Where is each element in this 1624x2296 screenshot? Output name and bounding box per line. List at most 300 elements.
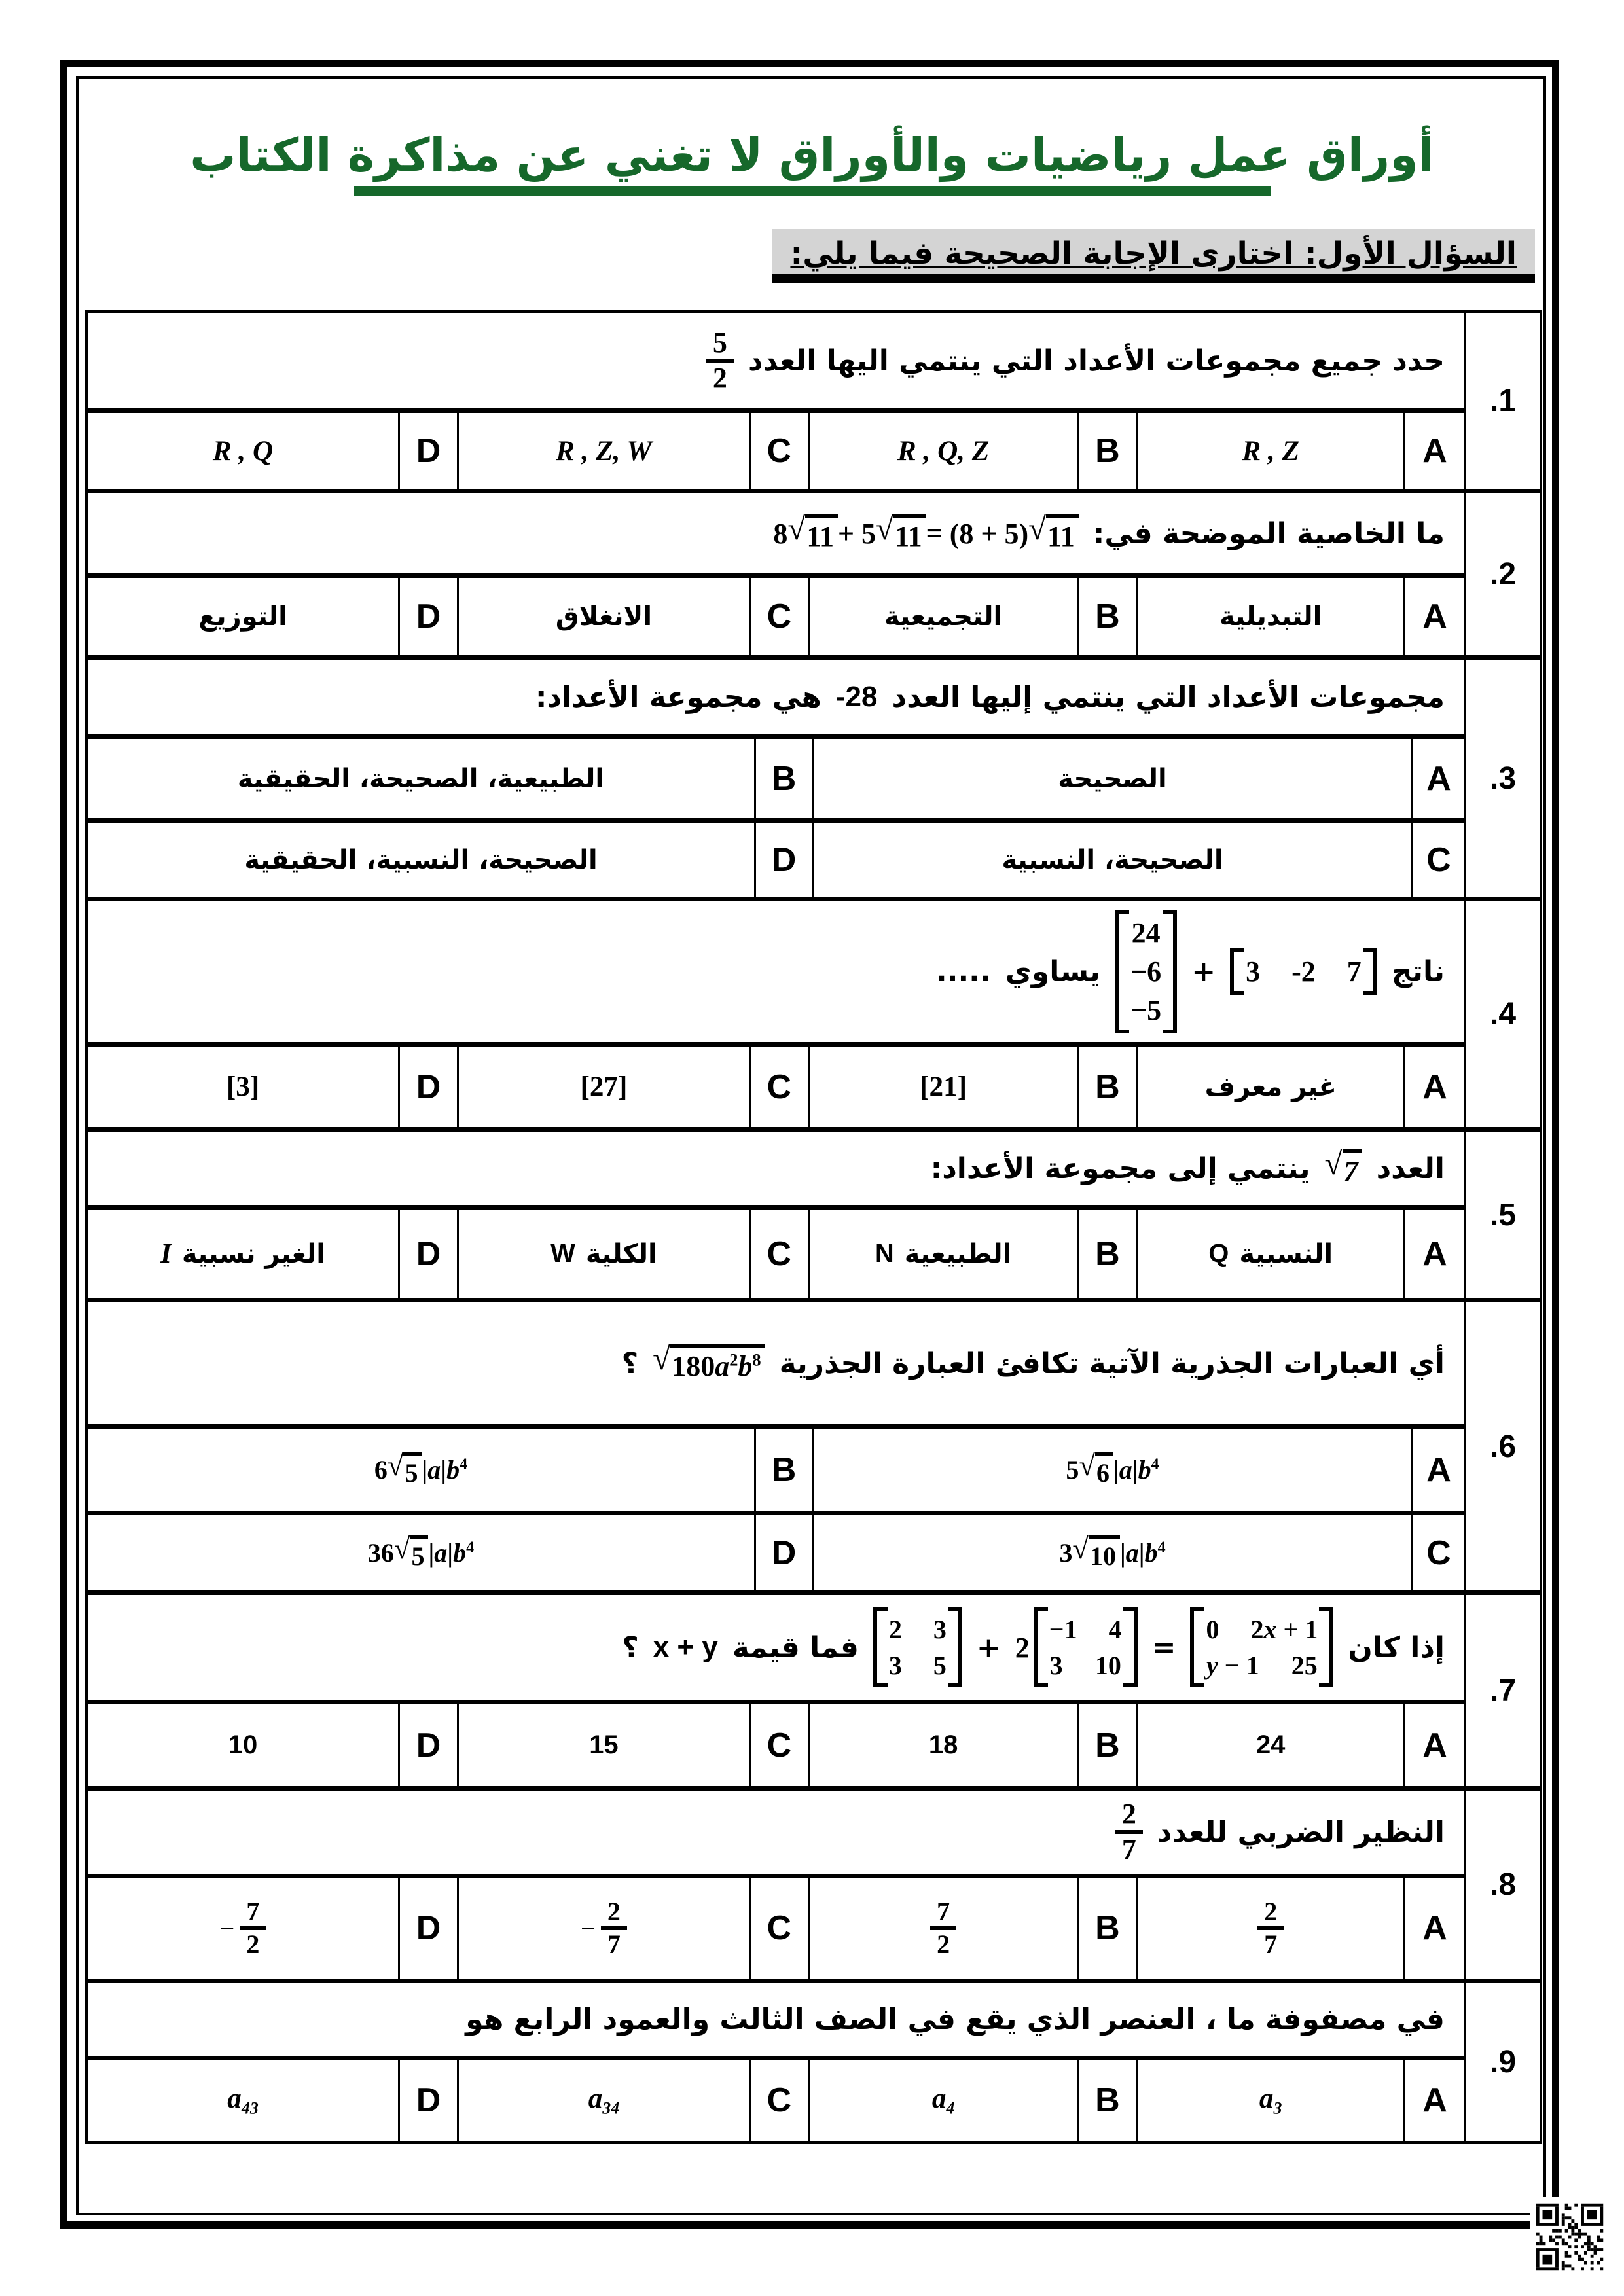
matrix-entry: 2 [888,1615,902,1644]
matrix-entry: y − 1 [1206,1651,1259,1680]
option-letter-label: C [767,1234,792,1273]
option-q6-D[interactable] [88,1515,756,1590]
question-number [1464,901,1540,1127]
arabic-text: إذا كان [1348,1630,1445,1664]
fraction [601,1897,627,1959]
radical-expression [1079,1448,1113,1488]
answers-row [88,413,1464,489]
matrix-row [1206,1614,1318,1645]
option-letter-q4-B[interactable] [1079,1047,1138,1127]
option-letter-label: A [1426,1450,1451,1489]
option-q4-C[interactable] [459,1047,751,1127]
option-letter-q8-A[interactable] [1405,1878,1464,1979]
option-letter-q3-B[interactable] [756,739,814,818]
matrix-group [1190,1607,1333,1687]
answers-row [88,2060,1464,2141]
title-underline [354,186,1271,196]
option-letter-q1-C[interactable] [751,413,810,489]
matrix-entry: −5 [1130,994,1162,1026]
option-letter-q9-D[interactable] [400,2060,459,2141]
option-letter-q1-A[interactable] [1405,413,1464,489]
option-letter-q5-C[interactable] [751,1210,810,1298]
radical-expression [653,1340,765,1383]
option-q5-A[interactable] [1138,1210,1405,1298]
question-number [1464,660,1540,897]
radicand: 11 [1046,514,1079,553]
qr-code [1530,2197,1610,2277]
option-letter-q2-D[interactable] [400,578,459,655]
question-stem-q3 [88,660,1464,739]
option-letter-label: C [767,598,792,636]
text: ؟ [622,1630,639,1664]
math-text: [21] [920,1071,967,1102]
arabic-text: أي العبارات الجذرية الآتية تكافئ العبارة الجذرية [779,1346,1445,1380]
subscripted-symbol: $a_3$ [1259,2083,1282,2118]
question-number-label: .9 [1489,2044,1517,2079]
option-letter-label: C [767,1067,792,1106]
option-letter-q6-B[interactable] [756,1429,814,1511]
question-number-label: .6 [1489,1429,1517,1464]
page-title [0,128,1624,196]
option-letter-label: C [1426,840,1451,879]
fraction-denominator: 7 [1257,1926,1284,1959]
option-letter-q2-A[interactable] [1405,578,1464,655]
option-letter-label: D [416,1909,441,1948]
option-letter-label: A [1422,1234,1447,1273]
math-italic-text: R , Q, Z [897,435,990,467]
radical-expression [1028,511,1079,553]
option-letter-q8-C[interactable] [751,1878,810,1979]
option-letter-label: C [767,432,792,470]
option-letter-label: B [771,759,797,798]
set-symbol: Q [1208,1239,1229,1268]
radical-sign-icon: √ [876,511,894,547]
option-letter-q3-D[interactable] [756,823,814,897]
radical-expression [787,511,838,553]
radicand: 7 [1343,1149,1362,1188]
set-symbol: N [875,1239,894,1268]
option-letter-q9-B[interactable] [1079,2060,1138,2141]
question-row [88,1590,1540,1786]
option-letter-label: D [416,1726,441,1765]
fraction [706,327,734,395]
text: + [1191,955,1216,988]
option-q5-D[interactable] [88,1210,400,1298]
arabic-text: الصحيحة، النسبية [1001,844,1223,875]
question-number-label: .3 [1489,761,1517,796]
math-term: 5 [1066,1455,1079,1484]
option-letter-label: B [1095,1067,1120,1106]
math-sequence [1066,1448,1159,1488]
matrix-entry: 4 [1108,1615,1122,1644]
option-letter-q2-B[interactable] [1079,578,1138,655]
option-letter-q5-D[interactable] [400,1210,459,1298]
matrix [1190,1607,1333,1687]
arabic-text: الطبيعية [904,1238,1012,1269]
answers-row [88,1210,1464,1298]
matrix-row [1246,955,1362,988]
matrix-entry: 24 [1131,917,1161,949]
option-letter-q7-B[interactable] [1079,1704,1138,1786]
arabic-text: التجميعية [884,601,1003,632]
math-sequence [1059,1532,1166,1571]
option-letter-label: A [1422,598,1447,636]
matrix-entry: −6 [1130,956,1162,988]
matrix-row [889,1614,947,1645]
question-number-label: .1 [1489,384,1517,418]
question-row [88,1979,1540,2141]
arabic-text: هي مجموعة الأعداد: [535,680,821,714]
page-title-text: أوراق عمل رياضيات والأوراق لا تغني عن مذاكرة الكتاب [190,128,1434,182]
option-q4-D[interactable] [88,1047,400,1127]
option-q8-C[interactable] [459,1878,751,1979]
option-letter-q4-A[interactable] [1405,1047,1464,1127]
option-q3-D[interactable] [88,823,756,897]
question-row [88,897,1540,1127]
minus-sign: − [581,1913,596,1943]
fraction-numerator: 7 [937,1897,950,1927]
math-term: 8 [773,517,788,550]
option-letter-label: B [1095,1234,1120,1273]
math-italic-text: I [160,1238,171,1269]
answers-row [88,818,1464,897]
radical-sign-icon: √ [1028,511,1047,547]
subscripted-symbol: $a_{34}$ [588,2083,620,2118]
option-letter-q9-A[interactable] [1405,2060,1464,2141]
radicand: $180a^2b^8$ [670,1344,765,1383]
question-number-label: .4 [1489,997,1517,1031]
math-term: 3 [1059,1538,1073,1568]
option-q1-A[interactable] [1138,413,1405,489]
option-letter-q6-A[interactable] [1413,1429,1464,1511]
question-number [1464,1302,1540,1590]
matrix-row [1049,1614,1122,1645]
fraction-numerator: 5 [712,326,727,359]
row-vector [1230,948,1377,995]
math-term: 36 [367,1538,394,1568]
question-number-label: .5 [1489,1197,1517,1232]
option-q9-B[interactable] [810,2060,1079,2141]
radicand: 10 [1089,1535,1120,1571]
option-letter-label: A [1422,1726,1447,1765]
arabic-text: فما قيمة [732,1630,859,1664]
option-q2-D[interactable] [88,578,400,655]
question-body [88,901,1464,1127]
option-q9-D[interactable] [88,2060,400,2141]
subscripted-symbol: $a_4$ [931,2083,955,2118]
math-term: 6 [374,1455,388,1484]
radical-sign-icon: √ [787,511,806,547]
matrix-entry: 3 [933,1615,947,1644]
matrix-row [1130,955,1161,988]
option-letter-label: B [1095,1726,1120,1765]
ltr-text: x + y [653,1631,718,1663]
radicand: 5 [403,1452,422,1488]
radical-sign-icon: √ [393,1532,410,1565]
option-q5-B[interactable] [810,1210,1079,1298]
matrix-entry: 25 [1291,1651,1318,1680]
option-letter-q4-C[interactable] [751,1047,810,1127]
matrix-entry: 3 [888,1651,902,1680]
math-term: $|a|b^4$ [1113,1455,1159,1484]
arabic-text: يساوي [1005,955,1101,988]
option-letter-q4-D[interactable] [400,1047,459,1127]
option-letter-label: B [771,1450,797,1489]
answers-row [88,578,1464,655]
question-stem-q5 [88,1132,1464,1210]
arabic-text: النسبية [1239,1238,1333,1269]
question-row [88,1298,1540,1590]
question-body [88,493,1464,655]
questions-table [85,310,1542,2144]
option-q5-C[interactable] [459,1210,751,1298]
matrix-entry: 3 [1049,1651,1063,1680]
option-letter-q5-B[interactable] [1079,1210,1138,1298]
option-letter-label: D [771,1534,797,1572]
radicand: 6 [1095,1452,1113,1488]
matrix-row [889,1650,947,1681]
option-q6-C[interactable] [814,1515,1413,1590]
answers-row [88,1429,1464,1511]
arabic-text: التوزيع [198,601,287,632]
option-letter-label: B [1095,1909,1120,1948]
option-letter-label: B [1095,432,1120,470]
option-letter-label: A [1422,1067,1447,1106]
option-letter-q7-C[interactable] [751,1704,810,1786]
matrix-coefficient: 2 [1015,1631,1030,1664]
section-heading-text: السؤال الأول: اختارى الإجابة الصحيحة فيما يلي: [790,236,1517,272]
option-q7-D[interactable] [88,1704,400,1786]
option-q4-A[interactable] [1138,1047,1405,1127]
option-letter-q9-C[interactable] [751,2060,810,2141]
fraction [1257,1897,1284,1959]
question-row [88,1127,1540,1298]
answers-row [88,1511,1464,1590]
question-row [88,1786,1540,1979]
matrix [873,1607,962,1687]
arabic-text: حدد جميع مجموعات الأعداد التي ينتمي اليها العدد [748,344,1445,378]
option-letter-q7-D[interactable] [400,1704,459,1786]
radical-sign-icon: √ [1072,1532,1089,1565]
negative-fraction [220,1897,266,1959]
option-letter-q6-D[interactable] [756,1515,814,1590]
question-row [88,489,1540,655]
option-letter-label: A [1426,759,1451,798]
option-letter-label: D [416,598,441,636]
math-text: [27] [580,1071,628,1102]
option-q8-A[interactable] [1138,1878,1405,1979]
option-q7-A[interactable] [1138,1704,1405,1786]
arabic-text: ما الخاصية الموضحة في: [1092,516,1445,550]
question-number [1464,1983,1540,2141]
option-q2-A[interactable] [1138,578,1405,655]
option-letter-label: C [767,1726,792,1765]
arabic-text: الغير نسبية [181,1238,325,1269]
option-letter-q8-B[interactable] [1079,1878,1138,1979]
option-q1-C[interactable] [459,413,751,489]
matrix-entry: 0 [1206,1615,1219,1644]
fraction-numerator: 2 [1121,1798,1136,1830]
option-letter-label: D [416,1067,441,1106]
answers-row [88,1878,1464,1979]
question-row [88,655,1540,897]
question-stem-q1 [88,313,1464,413]
option-letter-q3-C[interactable] [1413,823,1464,897]
text: ؟ [621,1346,639,1380]
arabic-text: الانغلاق [555,601,653,632]
arabic-text: غير معرف [1204,1071,1337,1102]
question-stem-q4 [88,901,1464,1047]
question-number-label: .7 [1489,1673,1517,1708]
option-q8-B[interactable] [810,1878,1079,1979]
math-term: $|a|b^4$ [1119,1538,1166,1568]
option-letter-label: A [1422,1909,1447,1948]
option-q1-B[interactable] [810,413,1079,489]
ltr-text: 24 [1255,1731,1286,1759]
fraction [930,1897,956,1959]
fraction [240,1897,266,1959]
radical-expression [393,1532,429,1571]
question-stem-q9 [88,1983,1464,2060]
question-stem-q8 [88,1791,1464,1878]
math-term: + 5 [837,517,876,550]
arabic-text: مجموعات الأعداد التي ينتمي إليها العدد [892,680,1445,714]
question-number [1464,1595,1540,1786]
math-sequence [1324,1145,1362,1188]
option-letter-q7-A[interactable] [1405,1704,1464,1786]
option-letter-q8-D[interactable] [400,1878,459,1979]
matrix-row [1130,994,1161,1027]
option-q9-C[interactable] [459,2060,751,2141]
text: + [976,1630,1001,1664]
arabic-text: الصحيحة [1058,763,1167,794]
radical-sign-icon: √ [1079,1448,1095,1482]
math-term: $|a|b^4$ [428,1538,475,1568]
question-body [88,1983,1464,2141]
option-letter-q1-D[interactable] [400,413,459,489]
radical-expression [1324,1145,1362,1188]
question-number [1464,493,1540,655]
math-italic-text: R , Q [212,435,274,467]
arabic-text: ينتمي إلى مجموعة الأعداد: [930,1151,1310,1185]
question-number [1464,1132,1540,1298]
option-letter-label: C [767,2081,792,2120]
matrix-row [1206,1650,1318,1681]
option-q7-C[interactable] [459,1704,751,1786]
option-letter-label: D [416,432,441,470]
fraction-numerator: 2 [1264,1897,1278,1927]
matrix-entry: −1 [1049,1615,1077,1644]
matrix-group [1015,1607,1138,1687]
math-italic-text: R , Z, W [556,435,652,467]
option-letter-label: D [416,2081,441,2120]
option-q2-B[interactable] [810,578,1079,655]
option-q2-C[interactable] [459,578,751,655]
option-q6-A[interactable] [814,1429,1413,1511]
text: = [1151,1630,1176,1664]
matrix-row [1130,916,1161,950]
option-q9-A[interactable] [1138,2060,1405,2141]
question-stem-q6 [88,1302,1464,1429]
option-q6-B[interactable] [88,1429,756,1511]
radical-sign-icon: √ [653,1340,671,1376]
fraction-denominator: 2 [930,1926,956,1959]
radicand: 11 [893,514,926,553]
question-body [88,1132,1464,1298]
question-stem-q2 [88,493,1464,578]
question-body [88,1595,1464,1786]
arabic-text: التبديلية [1219,601,1322,632]
radical-expression [387,1448,422,1488]
option-letter-q3-A[interactable] [1413,739,1464,818]
math-sequence [374,1448,468,1488]
question-stem-q7 [88,1595,1464,1704]
math-term: = (8 + 5) [926,517,1029,550]
answers-row [88,1704,1464,1786]
arabic-text: الكلية [585,1238,657,1269]
option-letter-label: C [767,1909,792,1948]
option-letter-label: D [771,840,797,879]
arabic-text: العدد [1376,1151,1445,1185]
arabic-text: الصحيحة، النسبية، الحقيقية [244,844,598,875]
matrix-entry: -2 [1291,956,1316,988]
question-body [88,313,1464,489]
question-number-label: .8 [1489,1867,1517,1902]
negative-fraction [581,1897,627,1959]
option-letter-label: B [1095,2081,1120,2120]
question-body [88,1791,1464,1979]
matrix-entry: 7 [1346,956,1362,988]
ltr-text: 10 [228,1731,258,1759]
radical-sign-icon: √ [387,1448,404,1482]
radical-sign-icon: √ [1324,1145,1343,1181]
question-number [1464,313,1540,489]
option-letter-q1-B[interactable] [1079,413,1138,489]
option-letter-q2-C[interactable] [751,578,810,655]
math-sequence [367,1532,475,1571]
option-q3-A[interactable] [814,739,1413,818]
option-q1-D[interactable] [88,413,400,489]
matrix-group [873,1607,962,1687]
math-italic-text: R , Z [1242,435,1299,467]
question-number [1464,1791,1540,1979]
text: ..... [936,955,991,988]
arabic-text: ناتج [1391,955,1445,988]
ltr-text: 18 [928,1731,958,1759]
option-q4-B[interactable] [810,1047,1079,1127]
section-heading [772,229,1535,283]
fraction-denominator: 7 [1115,1830,1143,1865]
ltr-text: -28 [835,681,878,713]
option-q3-C[interactable] [814,823,1413,897]
option-q7-B[interactable] [810,1704,1079,1786]
option-letter-q6-C[interactable] [1413,1515,1464,1590]
option-letter-q5-A[interactable] [1405,1210,1464,1298]
matrix-entry: 2x + 1 [1250,1615,1318,1644]
radical-expression [1072,1532,1120,1571]
subscripted-symbol: $a_{43}$ [227,2083,259,2118]
option-q8-D[interactable] [88,1878,400,1979]
option-q3-B[interactable] [88,739,756,818]
column-vector [1115,910,1177,1033]
fraction-numerator: 7 [246,1897,260,1927]
option-letter-label: A [1422,432,1447,470]
arabic-text: النظير الضربي للعدد [1157,1815,1445,1849]
answers-row [88,739,1464,818]
fraction-numerator: 2 [607,1897,621,1927]
fraction-denominator: 2 [706,359,734,394]
option-letter-label: D [416,1234,441,1273]
